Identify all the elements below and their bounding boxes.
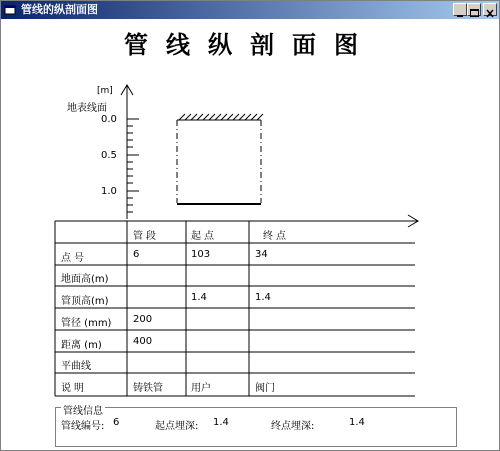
tick-label-2: 1.0 (101, 186, 117, 197)
maximize-icon (468, 8, 480, 19)
row-label: 地面高(m) (61, 274, 109, 285)
window-title: 管线的纵剖面图 (21, 3, 98, 16)
table-cell: 用户 (191, 383, 211, 394)
close-icon (484, 8, 496, 19)
row-label: 距离 (m) (61, 340, 102, 351)
start-depth-label: 起点埋深: (155, 421, 199, 432)
start-depth-value: 1.4 (213, 417, 229, 428)
table-cell: 200 (133, 314, 153, 325)
table-cell: 103 (191, 249, 211, 260)
row-label: 平曲线 (61, 361, 91, 372)
row-label: 管顶高(m) (61, 296, 109, 307)
axis-ticks (127, 119, 139, 212)
pipe-info-title: 管线信息 (61, 402, 105, 417)
app-icon (4, 4, 16, 16)
minimize-button[interactable] (453, 3, 467, 16)
data-table-grid (55, 221, 415, 396)
row-label: 点号 (61, 253, 87, 264)
minimize-icon (454, 8, 466, 19)
table-cell: 34 (255, 249, 268, 260)
maximize-button[interactable] (467, 3, 481, 16)
page-title: 管线纵剖面图 (124, 30, 376, 59)
tick-label-0: 0.0 (101, 114, 117, 125)
row-label: 说明 (61, 383, 87, 394)
end-depth-value: 1.4 (349, 417, 365, 428)
drawing-canvas (1, 19, 499, 450)
pipe-number-label: 管线编号: (61, 421, 105, 432)
table-cell: 1.4 (255, 292, 271, 303)
end-depth-label: 终点埋深: (271, 421, 315, 432)
title-bar[interactable] (1, 1, 499, 19)
table-cell: 6 (133, 249, 140, 260)
header-end: 终点 (263, 231, 289, 242)
table-cell: 400 (133, 336, 153, 347)
header-segment: 管段 (133, 231, 159, 242)
axis-unit-label: [m] (97, 86, 113, 96)
table-cell: 铸铁管 (133, 383, 163, 394)
tick-label-1: 0.5 (101, 150, 117, 161)
table-cell: 1.4 (191, 292, 207, 303)
ground-surface-label: 地表线面 (67, 103, 107, 114)
close-button[interactable] (483, 3, 497, 16)
pipe-number-value: 6 (113, 417, 120, 428)
ground-hatching (179, 114, 263, 120)
table-cell: 阀门 (255, 383, 275, 394)
row-label: 管径 (mm) (61, 318, 112, 329)
header-start: 起点 (191, 231, 217, 242)
